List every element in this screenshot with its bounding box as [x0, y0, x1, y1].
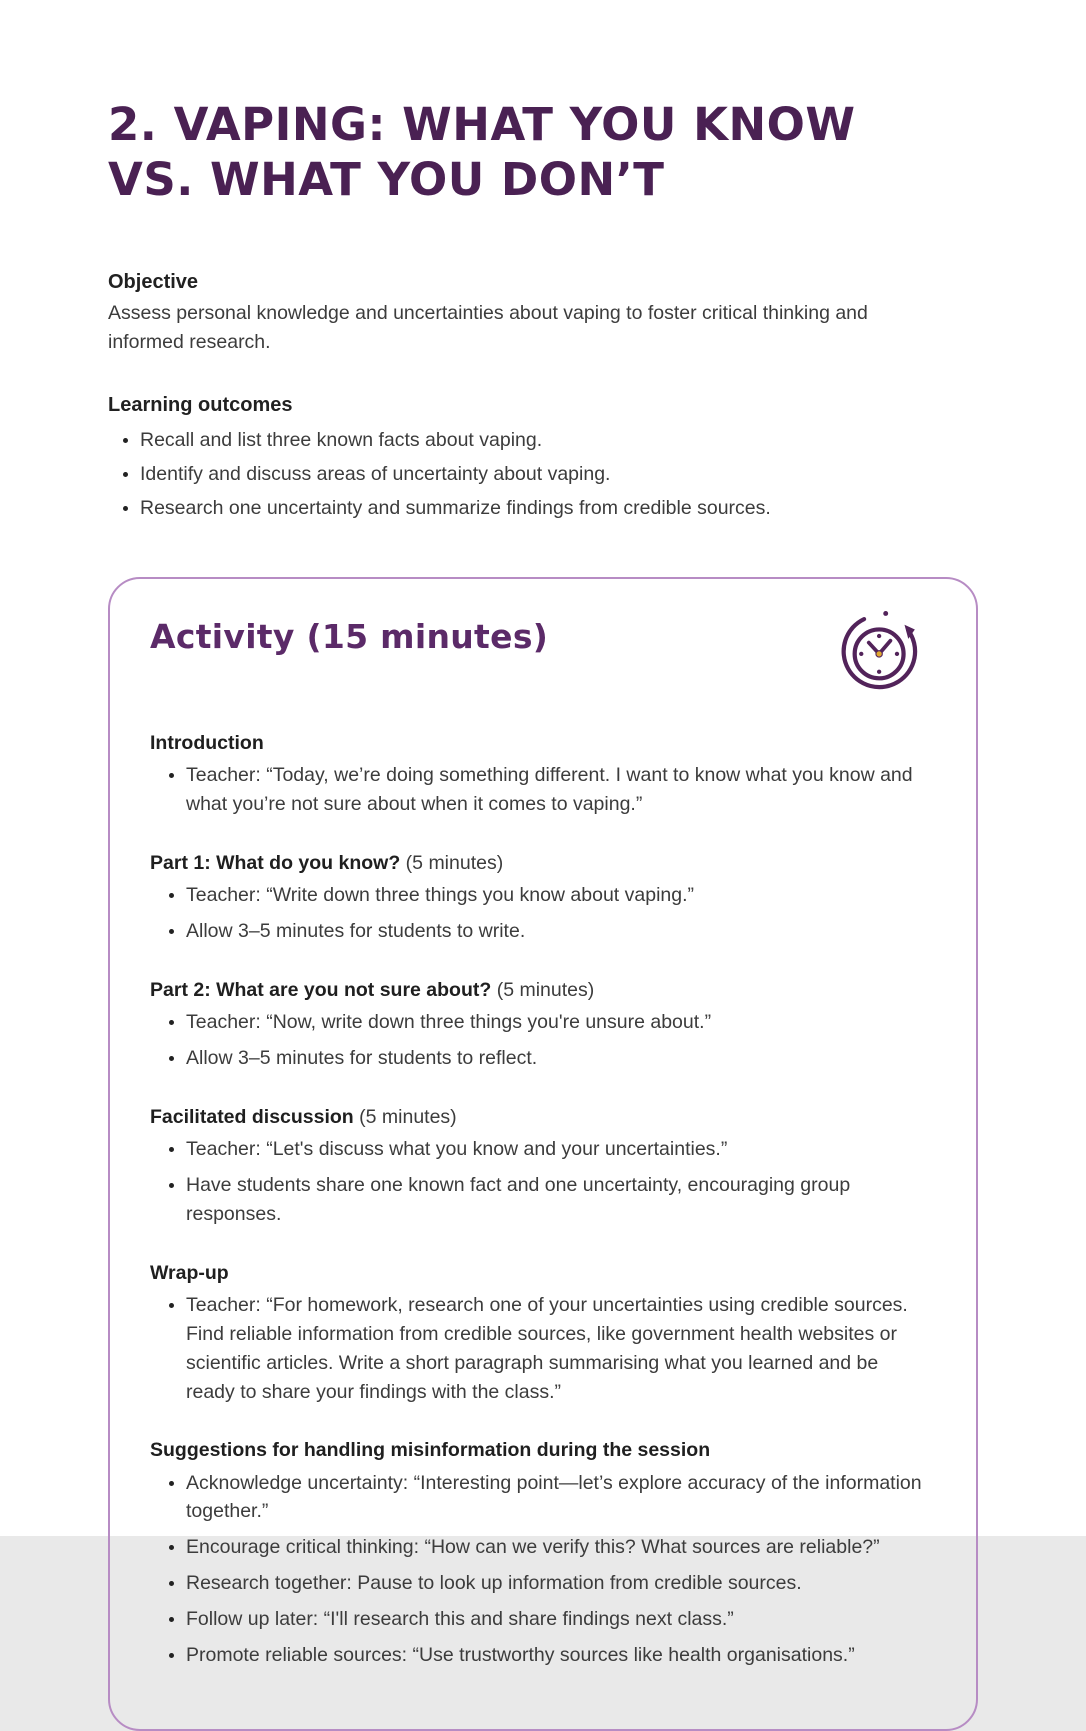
activity-section-introduction	[150, 729, 932, 819]
page-title-line-1: 2. VAPING: WHAT YOU KNOW	[108, 98, 856, 151]
section-bullets	[150, 1291, 932, 1406]
activity-section-part-2	[150, 976, 932, 1073]
learning-outcomes-list	[108, 426, 920, 523]
learning-outcomes-section	[108, 391, 920, 523]
activity-box	[108, 577, 978, 1731]
list-item: • Teacher: “Let's discuss what you know and your uncertainties.”	[186, 1135, 932, 1164]
activity-section-wrap-up	[150, 1259, 932, 1407]
list-item: • Encourage critical thinking: “How can we verify this? What sources are reliable?”	[186, 1533, 932, 1562]
learning-outcomes-heading: Learning outcomes	[108, 394, 293, 417]
list-item: • Teacher: “Write down three things you know about vaping.”	[186, 881, 932, 910]
list-item: • Follow up later: “I'll research this and share findings next class.”	[186, 1605, 932, 1634]
activity-header	[150, 605, 932, 699]
section-heading: Suggestions for handling misinformation during the session	[150, 1439, 711, 1462]
section-heading: Facilitated discussion (5 minutes)	[150, 1105, 457, 1128]
objective-heading: Objective	[108, 270, 199, 293]
section-bullets	[150, 1008, 932, 1073]
list-item: • Promote reliable sources: “Use trustworthy sources like health organisations.”	[186, 1641, 932, 1670]
page-title-line-2: VS. WHAT YOU DON’T	[108, 152, 665, 206]
section-heading: Introduction	[150, 731, 264, 754]
objective-body: Assess personal knowledge and uncertainties about vaping to foster critical thinking and informed research.	[108, 301, 868, 354]
section-heading: Part 1: What do you know? (5 minutes)	[150, 851, 504, 874]
list-item: • Identify and discuss areas of uncertainty about vaping.	[140, 460, 920, 489]
list-item: • Teacher: “For homework, research one of your uncertainties using credible sources. Find reliable information from credible sources, like government health websites or scientific articles. Write a short paragraph summarising what you learned and be ready to share your findings with the class.”	[186, 1291, 932, 1406]
list-item: • Have students share one known fact and one uncertainty, encouraging group responses.	[186, 1171, 932, 1229]
list-item: • Recall and list three known facts about vaping.	[140, 426, 920, 455]
section-heading: Wrap-up	[150, 1261, 229, 1284]
list-item: • Teacher: “Now, write down three things you're unsure about.”	[186, 1008, 932, 1037]
page-title	[108, 98, 978, 208]
list-item: • Allow 3–5 minutes for students to reflect.	[186, 1044, 932, 1073]
activity-heading: Activity (15 minutes)	[150, 616, 549, 656]
section-bullets	[150, 1135, 932, 1229]
list-item: • Teacher: “Today, we’re doing something different. I want to know what you know and what you’re not sure about when it comes to vaping.”	[186, 761, 932, 819]
activity-section-misinformation-suggestions	[150, 1436, 932, 1669]
list-item: • Research together: Pause to look up information from credible sources.	[186, 1569, 932, 1598]
objective-section	[108, 268, 920, 358]
list-item: • Research one uncertainty and summarize findings from credible sources.	[140, 494, 920, 523]
activity-section-facilitated-discussion	[150, 1103, 932, 1229]
section-bullets	[150, 881, 932, 946]
list-item: • Acknowledge uncertainty: “Interesting point—let’s explore accuracy of the information together.”	[186, 1469, 932, 1527]
section-bullets	[150, 1469, 932, 1670]
clock-timer-icon	[834, 605, 928, 699]
activity-section-part-1	[150, 849, 932, 946]
section-heading: Part 2: What are you not sure about? (5 minutes)	[150, 978, 595, 1001]
section-bullets	[150, 761, 932, 819]
list-item: • Allow 3–5 minutes for students to write.	[186, 917, 932, 946]
